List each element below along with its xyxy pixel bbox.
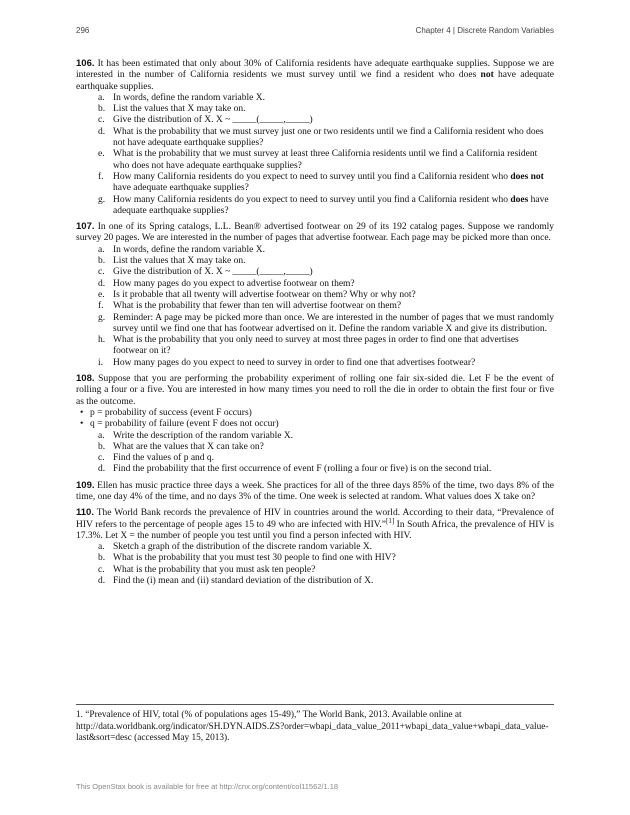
sub-question: g. How many California residents do you expect to need to survey until you find a California resident who does have adequate earthquake supplies? [98,194,549,216]
problem-stem: 108. Suppose that you are performing the probability experiment of rolling one fair six-sided die. Let F be the event of rolling a four or a five. You are interested in how many times you need to roll the die in order to obtain the first four or five as the outcome. [76,373,555,407]
sub-question-list [76,245,554,369]
problem-stem: 109. Ellen has music practice three days a week. She practices for all of the three days 85% of the time, two days 8% of the time, one day 4% of the time, and no days 3% of the time. One week is selected at random. What values does X take on? [76,479,555,502]
problem-108 [76,373,554,476]
sub-question: e. What is the probability that we must survey at least three California residents until we find a California resident who does not have adequate earthquake supplies? [98,149,538,171]
sub-question: d. What is the probability that we must survey just one or two residents until we find a California resident who does not have adequate earthquake supplies? [98,126,544,149]
sub-question: a. In words, define the random variable X. [98,244,265,255]
sub-question: c. Give the distribution of X. X ~ _____(_____,_____) [98,115,313,126]
sub-question: f. What is the probability that fewer than ten will advertise footwear on them? [98,301,402,312]
sub-question: d. Find the (i) mean and (ii) standard deviation of the distribution of X. [98,576,374,587]
footnote-divider [76,704,554,705]
problem-number: 108. [76,373,95,385]
sub-question: c. Give the distribution of X. X ~ _____(_____,_____) [98,267,313,278]
sub-question: g. Reminder: A page may be picked more than once. We are interested in the number of pages that we must randomly survey until we find one that has footwear advertised on it. Define the random variable X and give its distribution. [98,312,554,334]
problem-stem: 106. It has been estimated that only about 30% of California residents have adequate earthquake supplies. Suppose we are interested in the number of California residents we must survey until we find a resident who does not have adequate earthquake supplies. [76,58,554,92]
sub-question: d. How many pages do you expect to advertise footwear on them? [98,278,355,289]
list-item: • p = probability of success (event F occurs) [80,407,252,418]
sub-question: b. What is the probability that you must test 30 people to find one with HIV? [98,553,396,564]
sub-question-list [76,431,554,476]
page-footer: This OpenStax book is available for free at http://cnx.org/content/col11562/1.18 [76,782,339,791]
problem-110 [76,507,554,587]
sub-question: b. What are the values that X can take on? [98,441,264,452]
problem-stem: 107. In one of its Spring catalogs, L.L. Bean® advertised footwear on 29 of its 192 catalog pages. Suppose we randomly survey 20 pages. We are interested in the number of pages that advertise footwear. Each page may be picked more than once. [76,221,554,244]
page-header [76,26,554,40]
problem-106 [76,58,554,217]
sub-question: a. Sketch a graph of the distribution of the discrete random variable X. [98,542,373,553]
sub-question-list [76,542,554,587]
page-number: 296 [76,26,90,35]
problem-number: 106. [76,58,95,69]
sub-question: e. Is it probable that all twenty will advertise footwear on them? Why or why not? [98,289,416,300]
footnote: 1. “Prevalence of HIV, total (% of populations ages 15-49),” The World Bank, 2013. Available online at http://data.worldbank.org/indicator/SH.DYN.AIDS.ZS?order=wbapi_data_value_2011+wbapi_data_value+wbapi_data_value-last&sort=desc (accessed May 15, 2013). [76,710,549,743]
chapter-title: Chapter 4 | Discrete Random Variables [415,26,554,35]
sub-question: b. List the values that X may take on. [98,104,246,115]
sub-question: f. How many California residents do you expect to need to survey until you find a California resident who does not have adequate earthquake supplies? [98,171,544,194]
problem-stem: 110. The World Bank records the prevalence of HIV in countries around the world. According to their data, “Prevalence of HIV refers to the percentage of people ages 15 to 49 who are infected with HIV.”[1] In South Africa, the prevalence of HIV is 17.3%. Let X = the number of people you test until you find a person infected with HIV. [76,507,554,541]
definition-list [76,408,554,431]
sub-question: a. In words, define the random variable X. [98,92,265,103]
sub-question: d. Find the probability that the first occurrence of event F (rolling a four or five) is on the second trial. [98,464,492,475]
sub-question: h. What is the probability that you only need to survey at most three pages in order to find one that advertises footwear on it? [98,335,519,357]
sub-question-list [76,93,554,217]
list-item: • q = probability of failure (event F does not occur) [80,419,279,430]
sub-question: c. Find the values of p and q. [98,453,215,464]
sub-question: i. How many pages do you expect to need to survey in order to find one that advertises footwear? [98,357,476,368]
exercise-content [76,58,554,591]
problem-107 [76,221,554,369]
sub-question: b. List the values that X may take on. [98,256,246,267]
footnote-reference[interactable]: [1] [386,516,395,525]
problem-number: 107. [76,221,95,233]
sub-question: a. Write the description of the random variable X. [98,430,294,441]
problem-109 [76,480,554,504]
problem-number: 110. [76,507,94,519]
sub-question: c. What is the probability that you must ask ten people? [98,564,316,575]
problem-number: 109. [76,479,95,491]
